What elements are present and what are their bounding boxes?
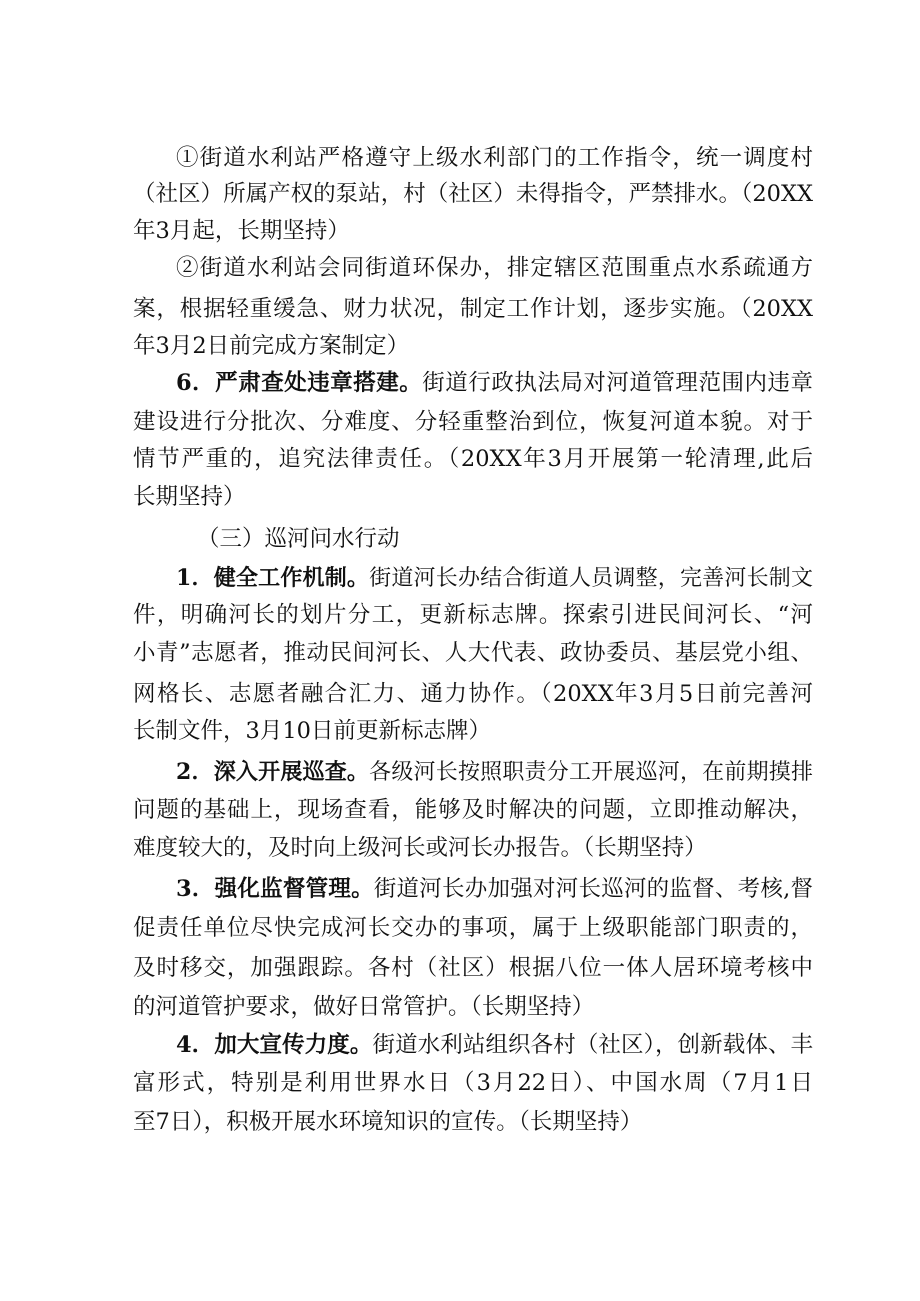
paragraph-1-line-2: （社区）所属产权的泵站，村（社区）未得指令，严禁排水。（20XX (133, 181, 813, 207)
paragraph-5-first-text: 各级河长按照职责分工开展巡河，在前期摸排 (369, 760, 813, 785)
paragraph-4-line-2: 件，明确河长的划片分工，更新标志牌。探索引进民间河长、“河 (133, 602, 813, 628)
paragraph-6-title: 3．强化监督管理。 (176, 876, 374, 902)
paragraph-7-line-3: 至7日），积极开展水环境知识的宣传。（长期坚持） (133, 1109, 643, 1135)
paragraph-7-title: 4．加大宣传力度。 (176, 1032, 373, 1058)
paragraph-2-line-3: 年3月2日前完成方案制定） (133, 333, 410, 359)
paragraph-3-line-2: 建设进行分批次、分难度、分轻重整治到位，恢复河道本貌。对于 (133, 409, 813, 435)
paragraph-4-line-4: 网格长、志愿者融合汇力、通力协作。（20XX年3月5日前完善河 (133, 681, 813, 707)
paragraph-3-first-text: 街道行政执法局对河道管理范围内违章 (422, 370, 813, 396)
paragraph-3-title: 6．严肃查处违章搭建。 (176, 370, 423, 396)
paragraph-6-line-3: 及时移交，加强跟踪。各村（社区）根据八位一体人居环境考核中 (133, 955, 813, 981)
paragraph-4-line-5: 长制文件，3月10日前更新标志牌） (133, 718, 491, 744)
paragraph-3-line-3: 情节严重的，追究法律责任。（20XX年3月开展第一轮清理,此后 (133, 446, 813, 472)
paragraph-7-first-text: 街道水利站组织各村（社区），创新载体、丰 (372, 1032, 814, 1058)
paragraph-2-line-2: 案，根据轻重缓急、财力状况，制定工作计划，逐步实施。（20XX (133, 296, 813, 322)
paragraph-4-line-1 (176, 563, 813, 593)
paragraph-5-title: 2．深入开展巡查。 (176, 759, 370, 785)
paragraph-5-line-2: 问题的基础上，现场查看，能够及时解决的问题，立即推动解决， (133, 797, 813, 823)
paragraph-6-line-1 (176, 874, 813, 904)
section-heading-3: （三）巡河问水行动 (197, 526, 400, 552)
paragraph-2-line-1: ②街道水利站会同街道环保办，排定辖区范围重点水系疏通方 (176, 255, 813, 281)
paragraph-4-line-3: 小青”志愿者，推动民间河长、人大代表、政协委员、基层党小组、 (133, 640, 813, 666)
paragraph-5-line-1 (176, 757, 813, 787)
paragraph-1-line-1: ①街道水利站严格遵守上级水利部门的工作指令，统一调度村 (176, 145, 813, 171)
paragraph-6-line-2: 促责任单位尽快完成河长交办的事项，属于上级职能部门职责的， (133, 915, 813, 941)
paragraph-3-line-1 (176, 368, 813, 398)
paragraph-4-first-text: 街道河长办结合街道人员调整，完善河长制文 (369, 566, 813, 591)
paragraph-7-line-1 (176, 1030, 813, 1060)
paragraph-3-line-4: 长期坚持） (133, 484, 246, 510)
paragraph-5-line-3: 难度较大的，及时向上级河长或河长办报告。（长期坚持） (133, 835, 707, 861)
paragraph-6-first-text: 街道河长办加强对河长巡河的监督、考核,督 (373, 876, 814, 902)
paragraph-1-line-3: 年3月起，长期坚持） (133, 218, 350, 244)
paragraph-7-line-2: 富形式，特别是利用世界水日（3月22日）、中国水周（7月1日 (133, 1070, 813, 1096)
paragraph-4-title: 1．健全工作机制。 (176, 565, 370, 591)
paragraph-6-line-4: 的河道管护要求，做好日常管护。（长期坚持） (133, 994, 595, 1020)
